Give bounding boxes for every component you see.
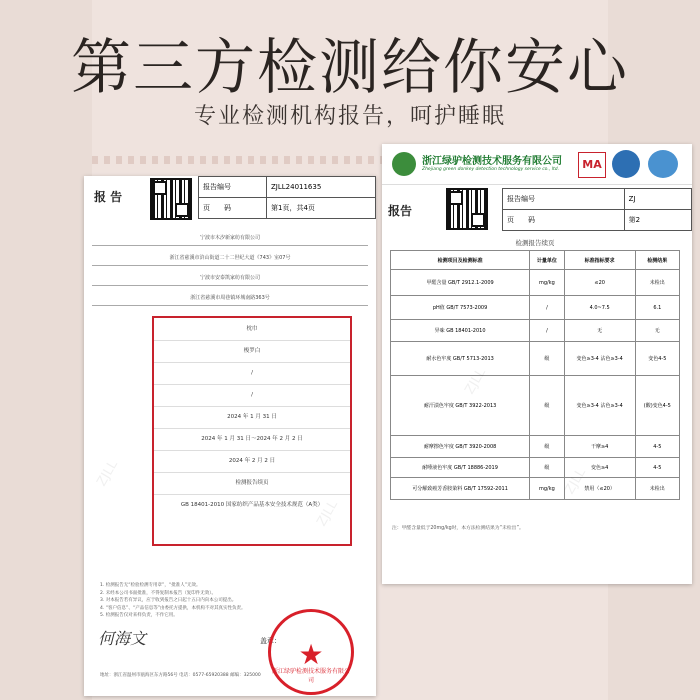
headline: 第三方检测给你安心 (71, 33, 629, 103)
report-notes: 1. 检测报告无“检验检测专用章”，“批准人”无效。 2. 未经本公司书面批准，不得复制本报告（复印件无效）。 3. 对本报告若有异议，应于收到报告之日起十五日内向本公司提出。 4. “客户信息”、“产品信息等”由委托方提供，本机构不对其真实性负责。 5. 检测报告仅对来样负责，不作它用。 (100, 583, 246, 618)
qr-code (150, 178, 192, 220)
col-header: 计量单位 (530, 251, 565, 270)
company-logo-icon (392, 152, 416, 176)
test-report-continuation: 浙江绿驴检测技术服务有限公司 Zhejiang green donkey detection technology service co., ltd. MA 报告 报告编号 ZJ 页 码 第2 检测报告续页 检测项目及检测标准 计量单位 标准指标要求 检测结果 甲醛含量 GB/T 2912.1-2009 mg/kg ≤20 未检出 pH值 GB/T 7573-2009 / 4.0~7.5 6.1 异味 GB 18401-2010 / 无 无 耐水色牢度 GB/T 5713-2013 级 变色≥3-4 沾色≥3-4 变色4-5 耐汗渍色牢度 GB/T 3922-2013 级 变色≥3-4 沾色≥3-4 (酸)变色4-5 耐摩擦色牢度 GB/T 3920-2008 级 干摩≥4 4-5 耐唾液色牢度 GB/T 18886-2019 级 变色≥4 4-5 可分解致癌芳香胺染料 GB/T 17592-2011 mg/kg 禁用（≤20） 未检出 注：甲醛含量低于20mg/kg时，本方法检测结果为“未检出”。 ZJLL ZJLL (382, 144, 692, 584)
results-table (390, 250, 680, 500)
watermark: ZJLL (94, 457, 121, 490)
subline: 专业检测机构报告，呵护睡眠 (193, 104, 506, 129)
sample-color: 梭罗白 (154, 340, 350, 363)
company-header (382, 144, 692, 185)
col-header: 检测结果 (635, 251, 679, 270)
table-row: 耐水色牢度 GB/T 5713-2013 级 变色≥3-4 沾色≥3-4 变色4-5 (391, 342, 680, 376)
cnas-cert-icon (612, 150, 640, 178)
continuation-title: 检测报告续页 (515, 239, 555, 247)
seal-text: 浙江绿驴检测技术服务有限公司 (271, 668, 350, 684)
qr-code (446, 188, 488, 230)
report-no-label: 报告编号 (199, 177, 267, 198)
test-report-cover (84, 176, 376, 696)
table-row: 甲醛含量 GB/T 2912.1-2009 mg/kg ≤20 未检出 (391, 270, 680, 296)
test-standard: GB 18401-2010 国家纺织产品基本安全技术规范（A类） (180, 502, 324, 508)
sample-grade: / (154, 384, 350, 407)
watermark: ZJLL (462, 365, 489, 398)
company-name-cn: 浙江绿驴检测技术服务有限公司 (422, 156, 562, 167)
watermark: ZJLL (314, 497, 341, 530)
seal-label: 盖章： (260, 637, 281, 645)
client-name: 宁波市木汐新家纺有限公司 (92, 232, 368, 246)
watermark: ZJLL (562, 465, 589, 498)
report-no-label: 报告编号 (503, 189, 625, 210)
report-no-value: ZJLL24011635 (267, 177, 376, 198)
table-row: 耐汗渍色牢度 GB/T 3922-2013 级 变色≥3-4 沾色≥3-4 (酸)变色4-5 (391, 376, 680, 436)
ilac-cert-icon (648, 150, 678, 178)
official-seal-icon (268, 609, 354, 695)
received-date: 2024 年 1 月 31 日 (154, 406, 350, 429)
col-header: 标准指标要求 (564, 251, 635, 270)
client-address: 浙江省慈溪市浒山街道二十二世纪大道《743》室07号 (92, 252, 368, 266)
page-label: 页 码 (503, 210, 625, 231)
report-footer: 地址：浙江省温州市瓯海区东方路56号 电话：0577-65920388 邮编：325000 (100, 673, 261, 678)
test-conclusion: 检测报告续页 (154, 472, 350, 495)
manufacturer-name: 宁波市安泰凯家纺有限公司 (92, 272, 368, 286)
table-row: pH值 GB/T 7573-2009 / 4.0~7.5 6.1 (391, 296, 680, 320)
manufacturer-address: 浙江省慈溪市周巷镇环城南路363号 (92, 292, 368, 306)
star-icon: ★ (298, 638, 324, 671)
page-label: 页 码 (199, 198, 267, 219)
table-note: 注：甲醛含量低于20mg/kg时，本方法检测结果为“未检出”。 (392, 526, 524, 531)
cma-cert-icon: MA (578, 152, 606, 178)
sample-spec: / (154, 362, 350, 385)
table-row: 可分解致癌芳香胺染料 GB/T 17592-2011 mg/kg 禁用（≤20） 未检出 (391, 478, 680, 500)
issue-date: 2024 年 2 月 2 日 (154, 450, 350, 473)
table-row: 耐唾液色牢度 GB/T 18886-2019 级 变色≥4 4-5 (391, 458, 680, 478)
sample-name: 枕巾 (154, 318, 350, 341)
test-period: 2024 年 1 月 31 日～2024 年 2 月 2 日 (154, 428, 350, 451)
page-value: 第1页，共4页 (267, 198, 376, 219)
company-name-en: Zhejiang green donkey detection technology service co., ltd. (422, 167, 560, 172)
approver-signature: 何海文 (98, 629, 147, 648)
col-header: 检测项目及检测标准 (391, 251, 530, 270)
table-row: 耐摩擦色牢度 GB/T 3920-2008 级 干摩≥4 4-5 (391, 436, 680, 458)
table-row: 异味 GB 18401-2010 / 无 无 (391, 320, 680, 342)
report-title: 报告 (388, 204, 413, 218)
report-title: 报 告 (94, 190, 123, 204)
